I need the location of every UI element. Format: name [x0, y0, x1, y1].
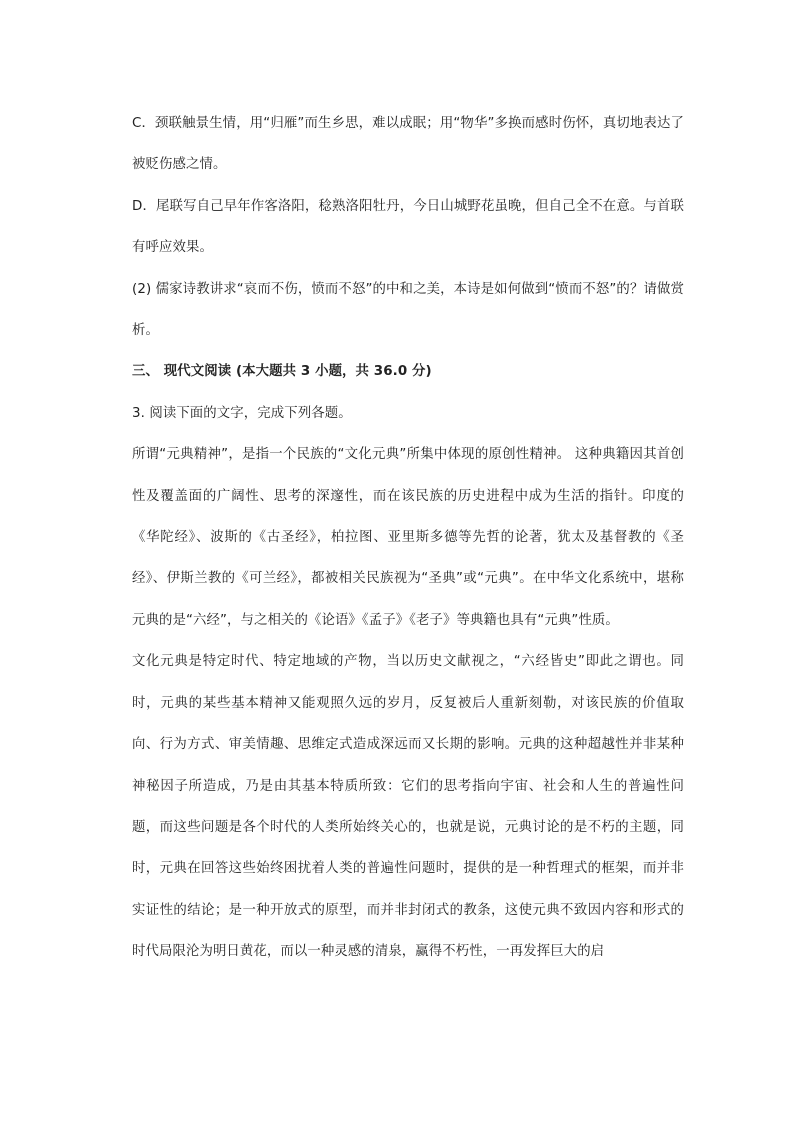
section-heading: 三、 现代文阅读 (本大题共 3 小题，共 36.0 分): [132, 364, 432, 380]
question-2-paragraph: (2) 儒家诗教讲求“哀而不伤，愤而不怒”的中和之美，本诗是如何做到“愤而不怒”的？请做赏析。: [132, 281, 684, 339]
option-d-paragraph: D．尾联写自己早年作客洛阳，稔熟洛阳牡丹，今日山城野花虽晚，但自己全不在意。与首联有呼应效果。: [132, 198, 684, 256]
document-body: [132, 103, 684, 973]
question-3-prompt: 3. 阅读下面的文字，完成下列各题。: [132, 405, 352, 421]
option-c-paragraph: C．颈联触景生情，用“归雁”而生乡思，难以成眠；用“物华”多换而感时伤怀，真切地表达了被贬伤感之情。: [132, 116, 684, 173]
reading-paragraph-1: 所谓“元典精神”，是指一个民族的“文化元典”所集中体现的原创性精神。 这种典籍因其首创性及覆盖面的广阔性、思考的深邃性，而在该民族的历史进程中成为生活的指针。印度的《华陀经》、波斯的《古圣经》，柏拉图、亚里斯多德等先哲的论著，犹太及基督教的《圣经》、伊斯兰教的《可兰经》，都被相关民族视为“圣典”或“元典”。在中华文化系统中，堪称元典的是“六经”，与之相关的《论语》《孟子》《老子》等典籍也具有“元典”性质。: [132, 447, 684, 628]
reading-paragraph-2: 文化元典是特定时代、特定地域的产物，当以历史文献视之，“六经皆史”即此之谓也。同时，元典的某些基本精神又能观照久远的岁月，反复被后人重新刻勒，对该民族的价值取向、行为方式、审美情趣、思维定式造成深远而又长期的影响。元典的这种超越性并非某种神秘因子所造成，乃是由其基本特质所致：它们的思考指向宇宙、社会和人生的普遍性问题，而这些问题是各个时代的人类所始终关心的，也就是说，元典讨论的是不朽的主题，同时，元典在回答这些始终困扰着人类的普遍性问题时，提供的是一种哲理式的框架，而并非实证性的结论；是一种开放式的原型，而并非封闭式的教条，这使元典不致因内容和形式的时代局限沦为明日黄花，而以一种灵感的清泉，赢得不朽性，一再发挥巨大的启: [132, 654, 684, 960]
